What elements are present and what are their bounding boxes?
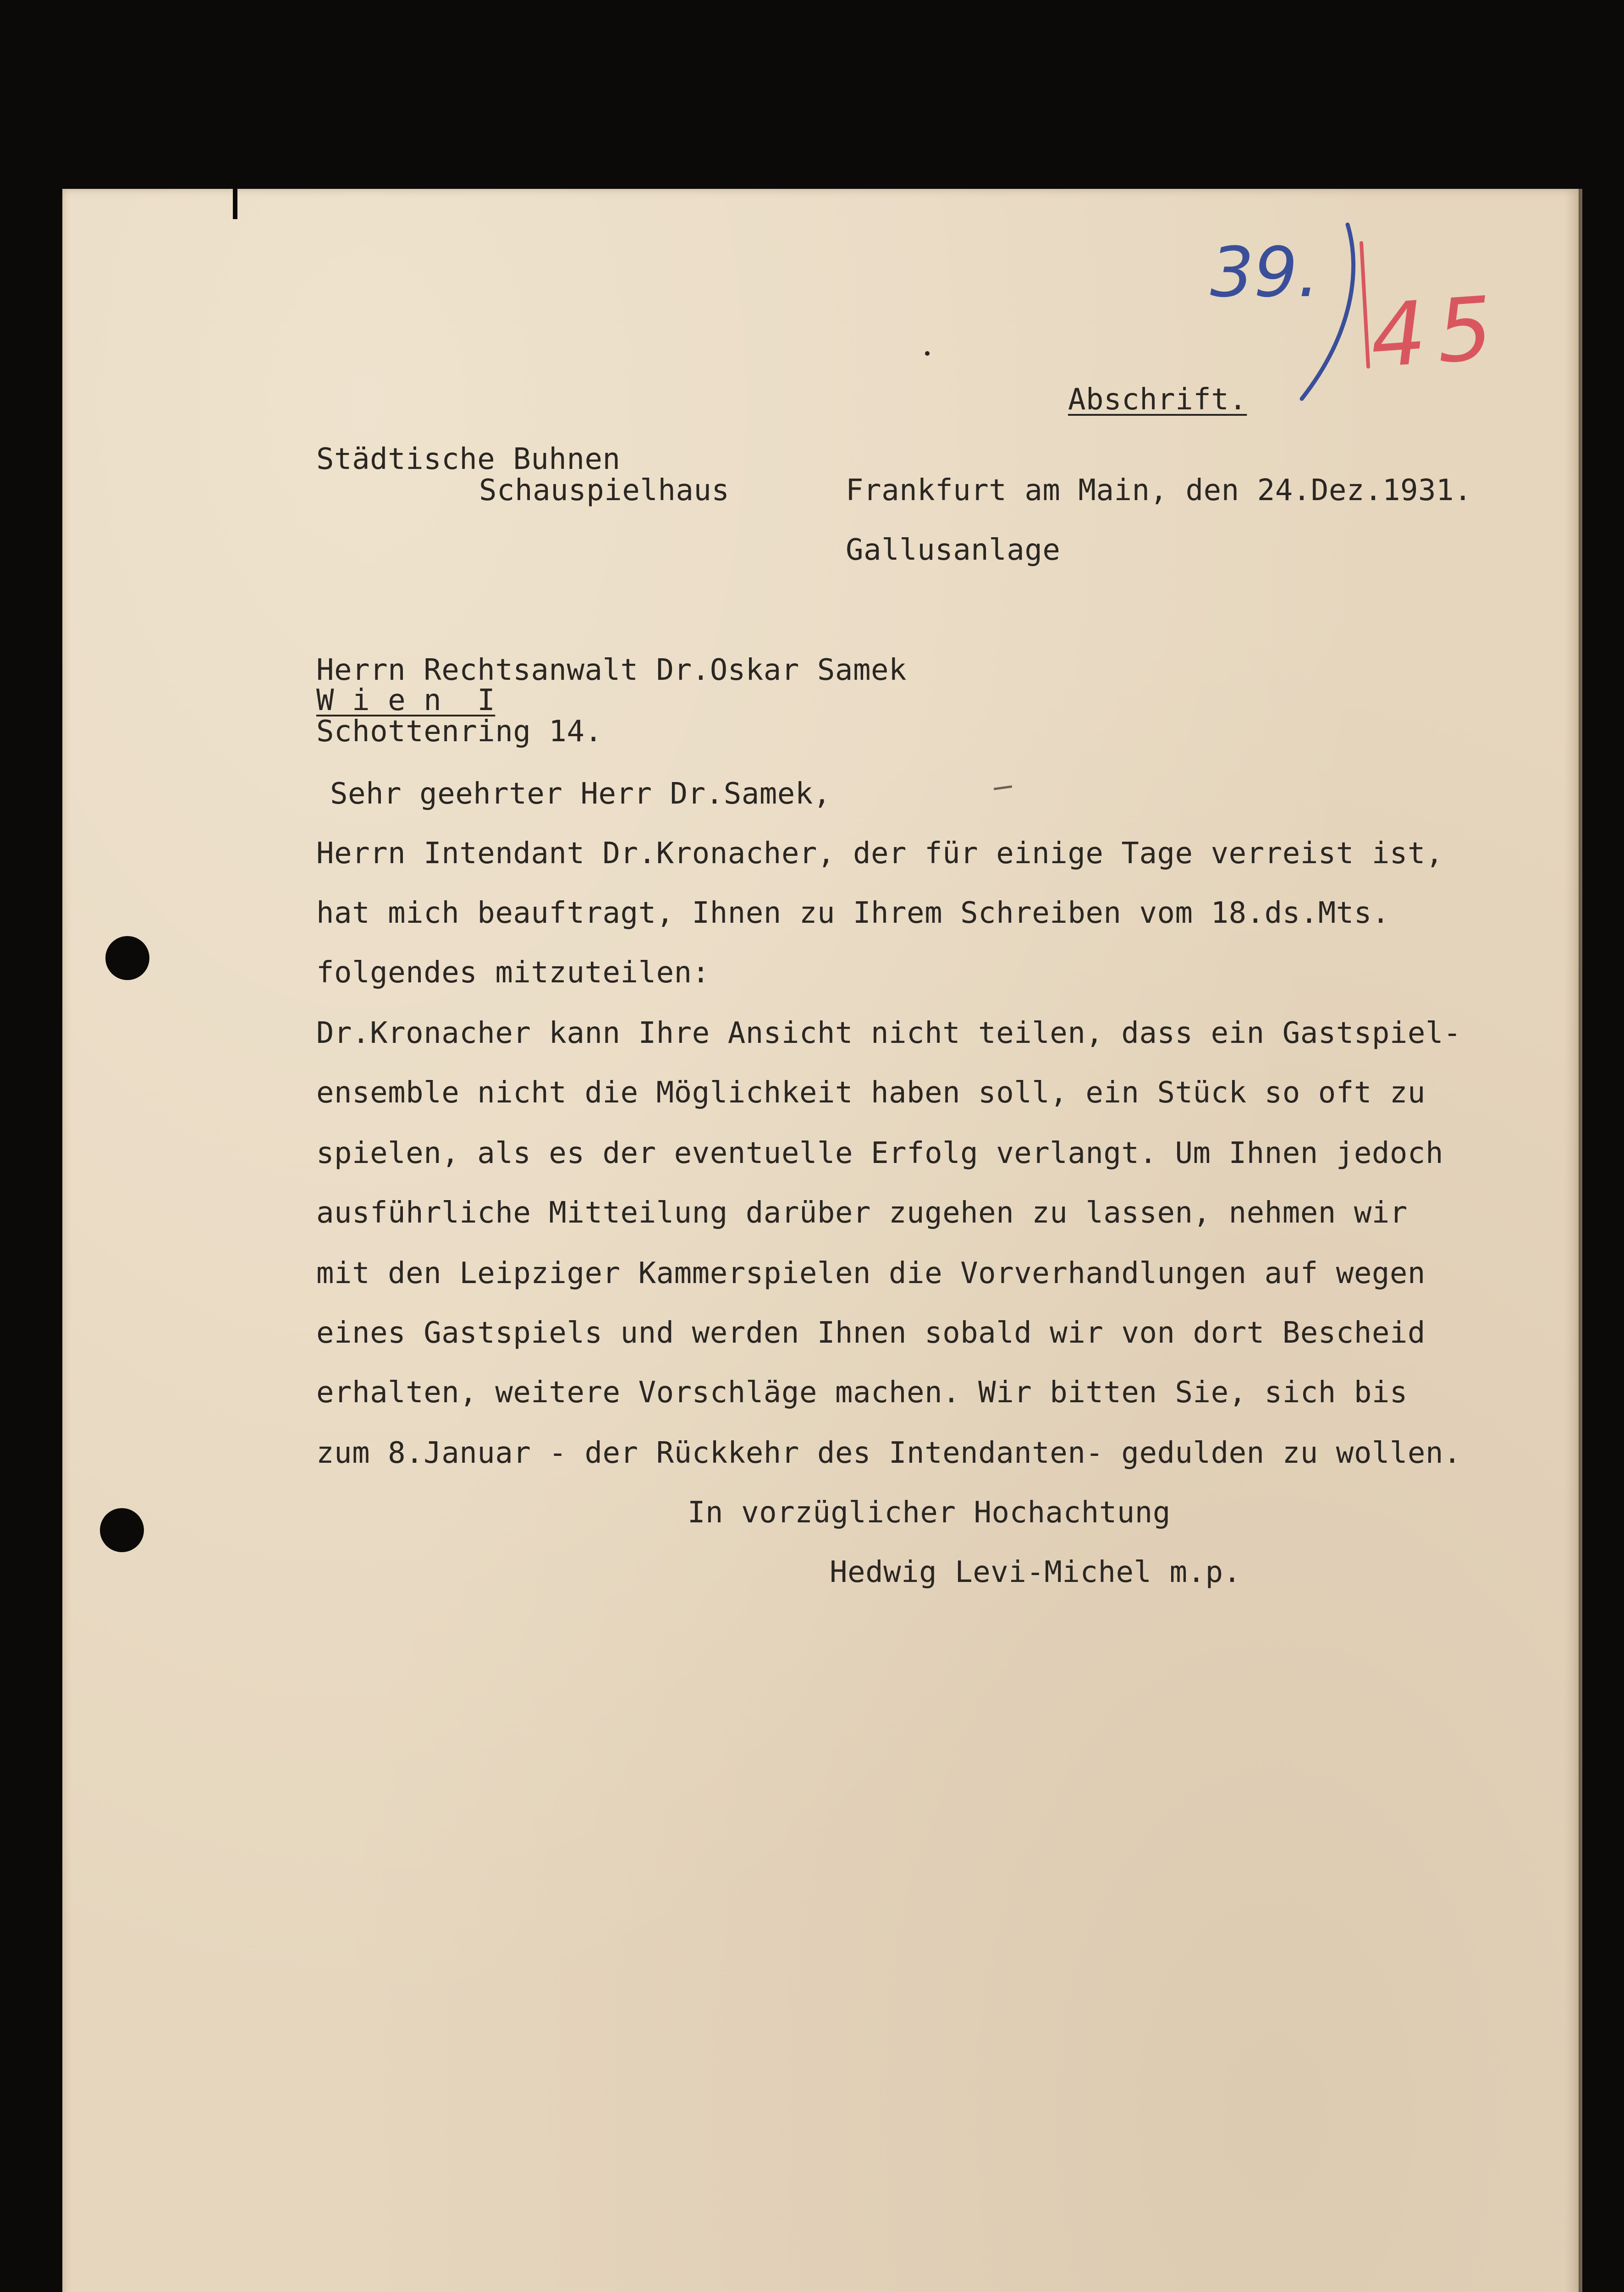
place-date: Frankfurt am Main, den 24.Dez.1931. <box>846 474 1472 507</box>
paper-edge <box>1564 189 1582 2292</box>
body-line: folgendes mitzuteilen: <box>316 956 710 990</box>
archive-number-blue: 39. <box>1210 233 1320 313</box>
document-heading: Abschrift. <box>1068 383 1247 417</box>
signature: Hedwig Levi-Michel m.p. <box>830 1555 1241 1589</box>
sender-street: Gallusanlage <box>846 533 1061 567</box>
body-line: ausführliche Mitteilung darüber zugehen zu lassen, nehmen wir <box>316 1196 1408 1230</box>
body-line: erhalten, weitere Vorschläge machen. Wir bitten Sie, sich bis <box>316 1376 1408 1410</box>
recipient-street: Schottenring 14. <box>316 715 603 749</box>
recipient-city: W i e n I <box>316 683 495 717</box>
ink-dot <box>925 351 930 356</box>
closing: In vorzüglicher Hochachtung <box>688 1496 1171 1530</box>
body-line: hat mich beauftragt, Ihnen zu Ihrem Schreiben vom 18.ds.Mts. <box>316 896 1390 930</box>
archive-number-red: 45 <box>1367 277 1507 387</box>
recipient-name: Herrn Rechtsanwalt Dr.Oskar Samek <box>316 653 907 687</box>
punch-hole-bottom <box>100 1508 144 1552</box>
body-line: Herrn Intendant Dr.Kronacher, der für einige Tage verreist ist, <box>316 837 1443 871</box>
salutation: Sehr geehrter Herr Dr.Samek, <box>330 777 831 811</box>
sender-line-1: Städtische Buhnen <box>316 442 621 476</box>
sender-line-2: Schauspielhaus <box>479 474 730 507</box>
staple-mark <box>233 185 237 219</box>
body-line: Dr.Kronacher kann Ihre Ansicht nicht teilen, dass ein Gastspiel- <box>316 1016 1461 1050</box>
body-line: ensemble nicht die Möglichkeit haben soll, ein Stück so oft zu <box>316 1076 1426 1110</box>
body-line: mit den Leipziger Kammerspielen die Vorverhandlungen auf wegen <box>316 1256 1426 1290</box>
punch-hole-top <box>105 936 149 980</box>
body-line: spielen, als es der eventuelle Erfolg verlangt. Um Ihnen jedoch <box>316 1136 1443 1170</box>
body-line: eines Gastspiels und werden Ihnen sobald wir von dort Bescheid <box>316 1316 1426 1350</box>
body-line: zum 8.Januar - der Rückkehr des Intendanten- gedulden zu wollen. <box>316 1436 1461 1470</box>
